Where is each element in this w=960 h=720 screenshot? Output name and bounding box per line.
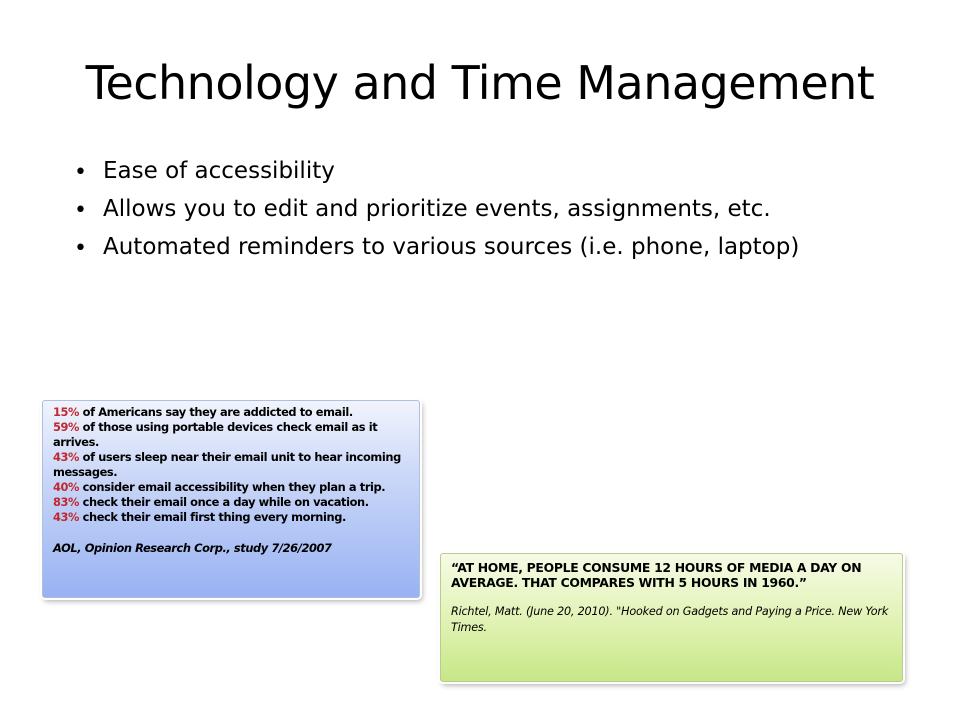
media-quote-box [440, 553, 903, 682]
bullet-text: Allows you to edit and prioritize events, assignments, etc. [103, 196, 771, 222]
email-stat [53, 480, 411, 495]
stat-percent: 83% [53, 495, 80, 509]
stat-text: check their email first thing every morning. [79, 510, 346, 524]
email-stat [53, 420, 411, 450]
stat-text: of Americans say they are addicted to email. [79, 405, 353, 419]
bullet-list [72, 152, 872, 266]
bullet-text: Automated reminders to various sources (i.e. phone, laptop) [103, 234, 800, 260]
email-stat [53, 510, 411, 525]
email-stat [53, 450, 411, 480]
email-stats-box [42, 400, 420, 598]
stat-text: of those using portable devices check email as it arrives. [53, 420, 378, 449]
stat-percent: 43% [53, 510, 80, 524]
stat-percent: 15% [53, 405, 80, 419]
media-quote: “AT HOME, PEOPLE CONSUME 12 HOURS OF MEDIA A DAY ON AVERAGE. THAT COMPARES WITH 5 HOURS IN 1960.” [451, 560, 862, 590]
bullet-text: Ease of accessibility [103, 158, 335, 184]
stat-text: of users sleep near their email unit to hear incoming messages. [53, 450, 401, 479]
bullet-dot-icon: • [74, 198, 87, 223]
stat-percent: 43% [53, 450, 80, 464]
slide-title: Technology and Time Management [85, 56, 875, 110]
stat-percent: 40% [53, 480, 80, 494]
bullet-item [72, 152, 872, 190]
bullet-item [72, 190, 872, 228]
bullet-dot-icon: • [74, 236, 87, 261]
bullet-item [72, 228, 872, 266]
stat-text: check their email once a day while on vacation. [79, 495, 369, 509]
email-source: AOL, Opinion Research Corp., study 7/26/2007 [53, 541, 332, 555]
bullet-dot-icon: • [74, 160, 87, 185]
media-citation: Richtel, Matt. (June 20, 2010). "Hooked on Gadgets and Paying a Price. New York Times. [451, 605, 889, 634]
email-stat [53, 405, 411, 420]
email-stat [53, 495, 411, 510]
stat-percent: 59% [53, 420, 80, 434]
stat-text: consider email accessibility when they plan a trip. [79, 480, 386, 494]
